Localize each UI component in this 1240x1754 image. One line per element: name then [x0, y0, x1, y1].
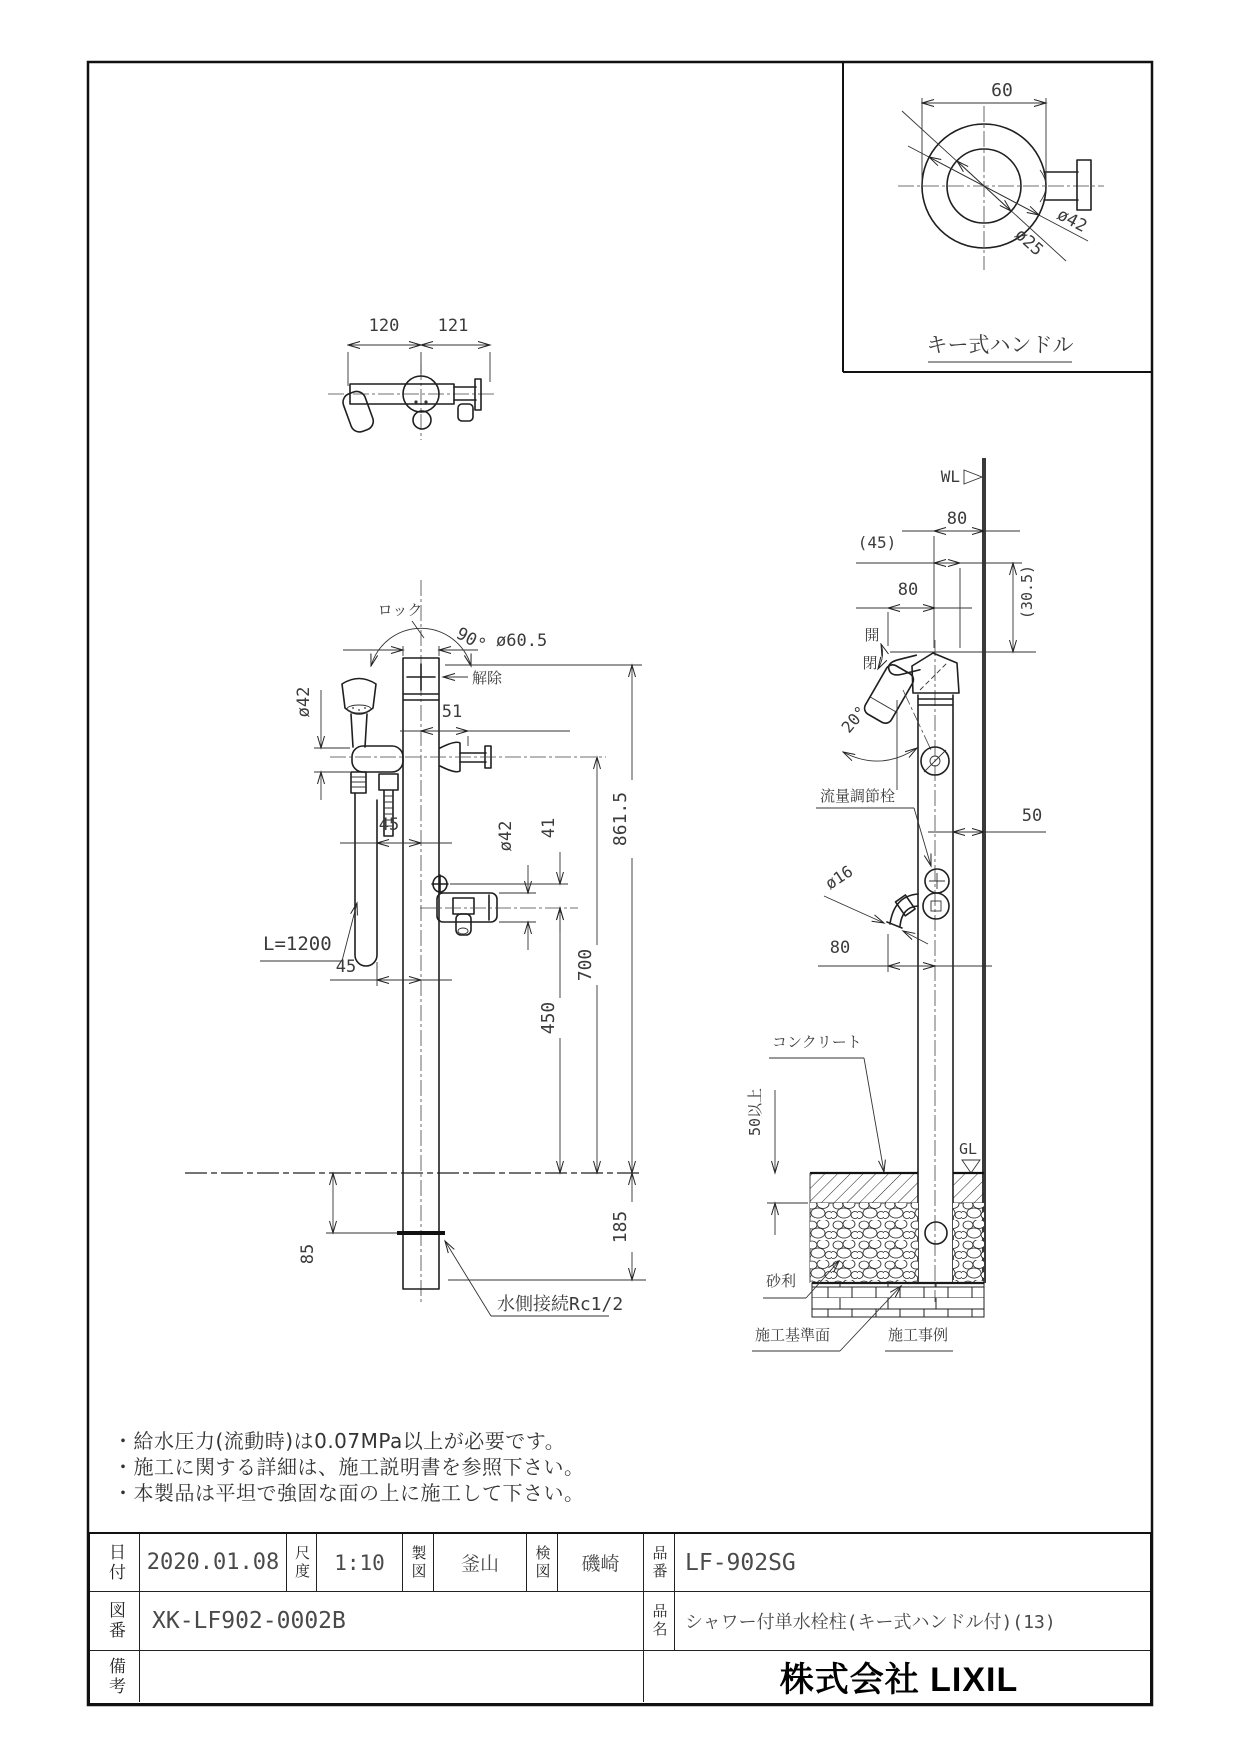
gravel-layer	[810, 1203, 918, 1283]
front-water-connection: 水側接続Rc1/2	[497, 1294, 624, 1315]
front-dim-41: 41	[539, 817, 559, 839]
company-name: 株式会社 LIXIL	[779, 1661, 1019, 1699]
drawing-no-value: XK-LF902-0002B	[152, 1608, 346, 1634]
detail-caption: キー式ハンドル	[926, 333, 1074, 357]
detail-box	[843, 62, 1152, 372]
remarks-label: 備考	[105, 1656, 125, 1697]
front-dim-45-upper: 45	[378, 815, 400, 835]
side-view	[746, 458, 1046, 1351]
date-value: 2020.01.08	[146, 1550, 280, 1575]
part-no-value: LF-902SG	[685, 1549, 796, 1576]
scale-value: 1:10	[334, 1550, 385, 1575]
top-dim-120: 120	[368, 316, 400, 336]
front-dim-45-lower: 45	[335, 957, 357, 977]
flow-valve-label: 流量調節栓	[820, 787, 896, 805]
scale-label: 尺度	[293, 1544, 311, 1581]
open-label: 開	[864, 626, 880, 644]
front-lock-label: ロック	[377, 601, 423, 619]
date-label: 日付	[105, 1542, 125, 1583]
product-name-value: シャワー付単水栓柱(キー式ハンドル付)(13)	[685, 1612, 1056, 1633]
checker-value: 磯崎	[581, 1553, 620, 1575]
front-dim-450: 450	[538, 1001, 559, 1035]
construction-example-label: 施工事例	[888, 1326, 949, 1344]
detail-dim-60: 60	[991, 80, 1013, 101]
note-line: ・本製品は平坦で強固な面の上に施工して下さい。	[113, 1481, 585, 1505]
title-block	[88, 1532, 1152, 1705]
side-dia-16: ø16	[821, 861, 857, 894]
side-dim-30-5: (30.5)	[1018, 564, 1036, 620]
side-dim-50-min: 50以上	[746, 1087, 764, 1137]
concrete-layer	[810, 1173, 918, 1203]
wl-label: WL	[940, 467, 960, 486]
front-hose-length: L=1200	[263, 933, 332, 955]
front-dia-cap: ø60.5	[496, 631, 548, 651]
gravel-label: 砂利	[766, 1272, 797, 1290]
note-line: ・給水圧力(流動時)は0.07MPa以上が必要です。	[113, 1429, 566, 1453]
front-dia-spout: ø42	[496, 820, 516, 852]
front-dim-185: 185	[610, 1210, 631, 1244]
brick-layer	[812, 1283, 984, 1317]
side-dim-50: 50	[1021, 806, 1043, 826]
side-angle-20: 20°	[837, 702, 871, 737]
installation-notes	[113, 1428, 585, 1506]
note-line: ・施工に関する詳細は、施工説明書を参照下さい。	[113, 1455, 585, 1479]
front-dim-51: 51	[441, 702, 463, 722]
gl-label: GL	[959, 1140, 978, 1158]
side-dim-80-mid: 80	[897, 580, 919, 600]
part-no-label: 品番	[650, 1544, 669, 1581]
front-dim-700: 700	[575, 948, 596, 982]
drawing-no-label: 図番	[105, 1601, 125, 1641]
drafter-value: 釜山	[460, 1553, 499, 1575]
front-dim-height: 861.5	[610, 791, 631, 847]
concrete-label: コンクリート	[772, 1033, 862, 1051]
drafter-label: 製図	[409, 1544, 428, 1581]
reference-plane-label: 施工基準面	[755, 1326, 831, 1344]
front-dim-85: 85	[298, 1243, 318, 1265]
top-dim-121: 121	[437, 316, 469, 336]
detail-view-key-handle	[843, 62, 1152, 372]
front-dia-hook: ø42	[294, 686, 314, 718]
product-name-label: 品名	[650, 1603, 669, 1639]
close-label: 閉	[862, 654, 878, 672]
side-dim-80-top: 80	[946, 509, 968, 529]
side-dim-45-ref: (45)	[857, 533, 897, 552]
detail-dia-42: ø42	[1053, 204, 1091, 237]
front-view	[185, 580, 646, 1316]
front-release-label: 解除	[472, 669, 503, 687]
top-view	[328, 316, 496, 440]
front-angle-90: 90°	[452, 623, 490, 656]
side-dim-80-bottom: 80	[829, 938, 851, 958]
checker-label: 検図	[533, 1544, 552, 1581]
detail-dia-25: ø25	[1010, 224, 1047, 261]
